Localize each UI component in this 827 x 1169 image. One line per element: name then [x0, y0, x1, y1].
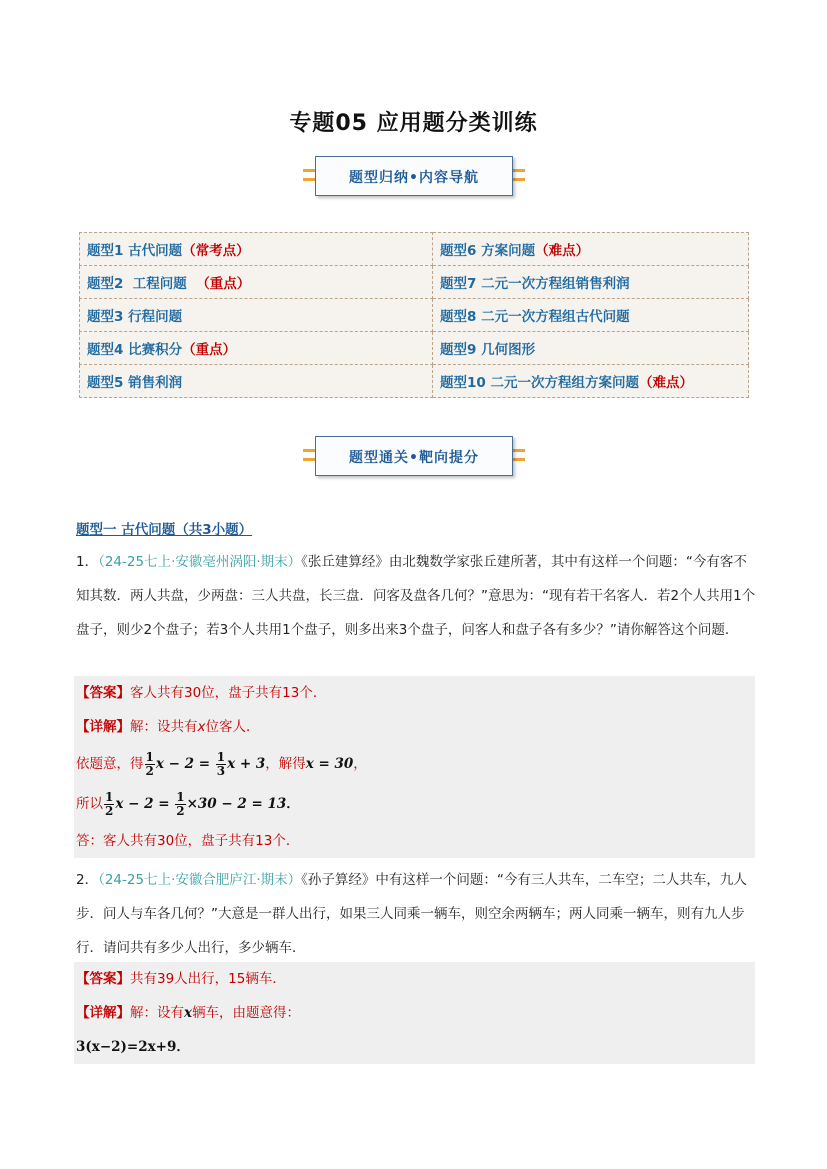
- answer-block-2: [74, 962, 755, 1064]
- table-row: [80, 233, 749, 266]
- table-row: [80, 299, 749, 332]
- question-2: [76, 863, 756, 965]
- nav-item-type2[interactable]: 题型2 工程问题 （重点）: [80, 266, 433, 299]
- question-number: 2．: [76, 872, 99, 888]
- nav-item-type8[interactable]: 题型8 二元一次方程组古代问题: [433, 299, 749, 332]
- nav-item-type6[interactable]: 题型6 方案问题（难点）: [433, 233, 749, 266]
- nav-item-type4[interactable]: 题型4 比赛积分（重点）: [80, 332, 433, 365]
- equation-line: 所以 $\frac{1}{2}$ x − 2 = $\frac{1}{2}$ ×30 − 2 = 13．: [76, 789, 300, 818]
- question-text: 《张丘建算经》由北魏数学家张丘建所著，其中有这样一个问题：“今有客不知其数．两人共盘，少两盘：三人共盘，长三盘．问客及盘各几何？”意思为：“现有若干名客人．若2个人共用1个盘子，则少2个盘子；若3个人共用1个盘子，则多出来3个盘子，问客人和盘子各有多少？”请你解答这个问题．: [76, 554, 756, 638]
- nav-item-type10[interactable]: 题型10 二元一次方程组方案问题（难点）: [433, 365, 749, 398]
- banner-text: 题型通关•靶向提分: [349, 450, 479, 466]
- detail-line: 【详解】解：设有x辆车，由题意得：: [76, 1005, 301, 1021]
- fraction: $\frac{1}{3}$: [216, 749, 226, 778]
- final-answer-line: 答：客人共有30位，盘子共有13个．: [76, 833, 300, 849]
- fraction: $\frac{1}{2}$: [176, 789, 185, 818]
- detail-line: 【详解】解：设共有x位客人．: [76, 719, 260, 735]
- topic-nav-table: [79, 232, 749, 398]
- table-row: [80, 365, 749, 398]
- table-row: [80, 266, 749, 299]
- fraction: $\frac{1}{2}$: [145, 749, 154, 778]
- banner-text: 题型归纳•内容导航: [349, 170, 479, 186]
- nav-item-type9[interactable]: 题型9 几何图形: [433, 332, 749, 365]
- table-row: [80, 332, 749, 365]
- fraction: $\frac{1}{2}$: [105, 789, 114, 818]
- nav-item-type1[interactable]: 题型1 古代问题（常考点）: [80, 233, 433, 266]
- question-source: （24-25七上·安徽亳州涡阳·期末）: [98, 554, 302, 570]
- section-heading: 题型一 古代问题（共3小题）: [76, 522, 253, 538]
- question-1: [76, 545, 756, 647]
- equation-line: 3(x−2)=2x+9．: [76, 1039, 190, 1055]
- question-source: （24-25七上·安徽合肥庐江·期末）: [98, 872, 302, 888]
- question-text: 《孙子算经》中有这样一个问题：“今有三人共车，二车空；二人共车，九人步．问人与车各几何？”大意是一群人出行，如果三人同乘一辆车，则空余两辆车；两人同乘一辆车，则有九人步行．请问共有多少人出行，多少辆车．: [76, 872, 747, 956]
- answer-line: 【答案】共有39人出行，15辆车．: [76, 971, 286, 987]
- answer-line: 【答案】客人共有30位，盘子共有13个．: [76, 685, 327, 701]
- answer-block-1: [74, 676, 755, 858]
- page-title: 专题05 应用题分类训练: [289, 111, 538, 136]
- question-number: 1．: [76, 554, 99, 570]
- practice-banner: [303, 436, 525, 476]
- nav-item-type7[interactable]: 题型7 二元一次方程组销售利润: [433, 266, 749, 299]
- nav-banner: [303, 156, 525, 196]
- equation-line: 依题意，得 $\frac{1}{2}$ x − 2 = $\frac{1}{3}$ x + 3，解得x = 30，: [76, 749, 367, 778]
- nav-item-type3[interactable]: 题型3 行程问题: [80, 299, 433, 332]
- nav-item-type5[interactable]: 题型5 销售利润: [80, 365, 433, 398]
